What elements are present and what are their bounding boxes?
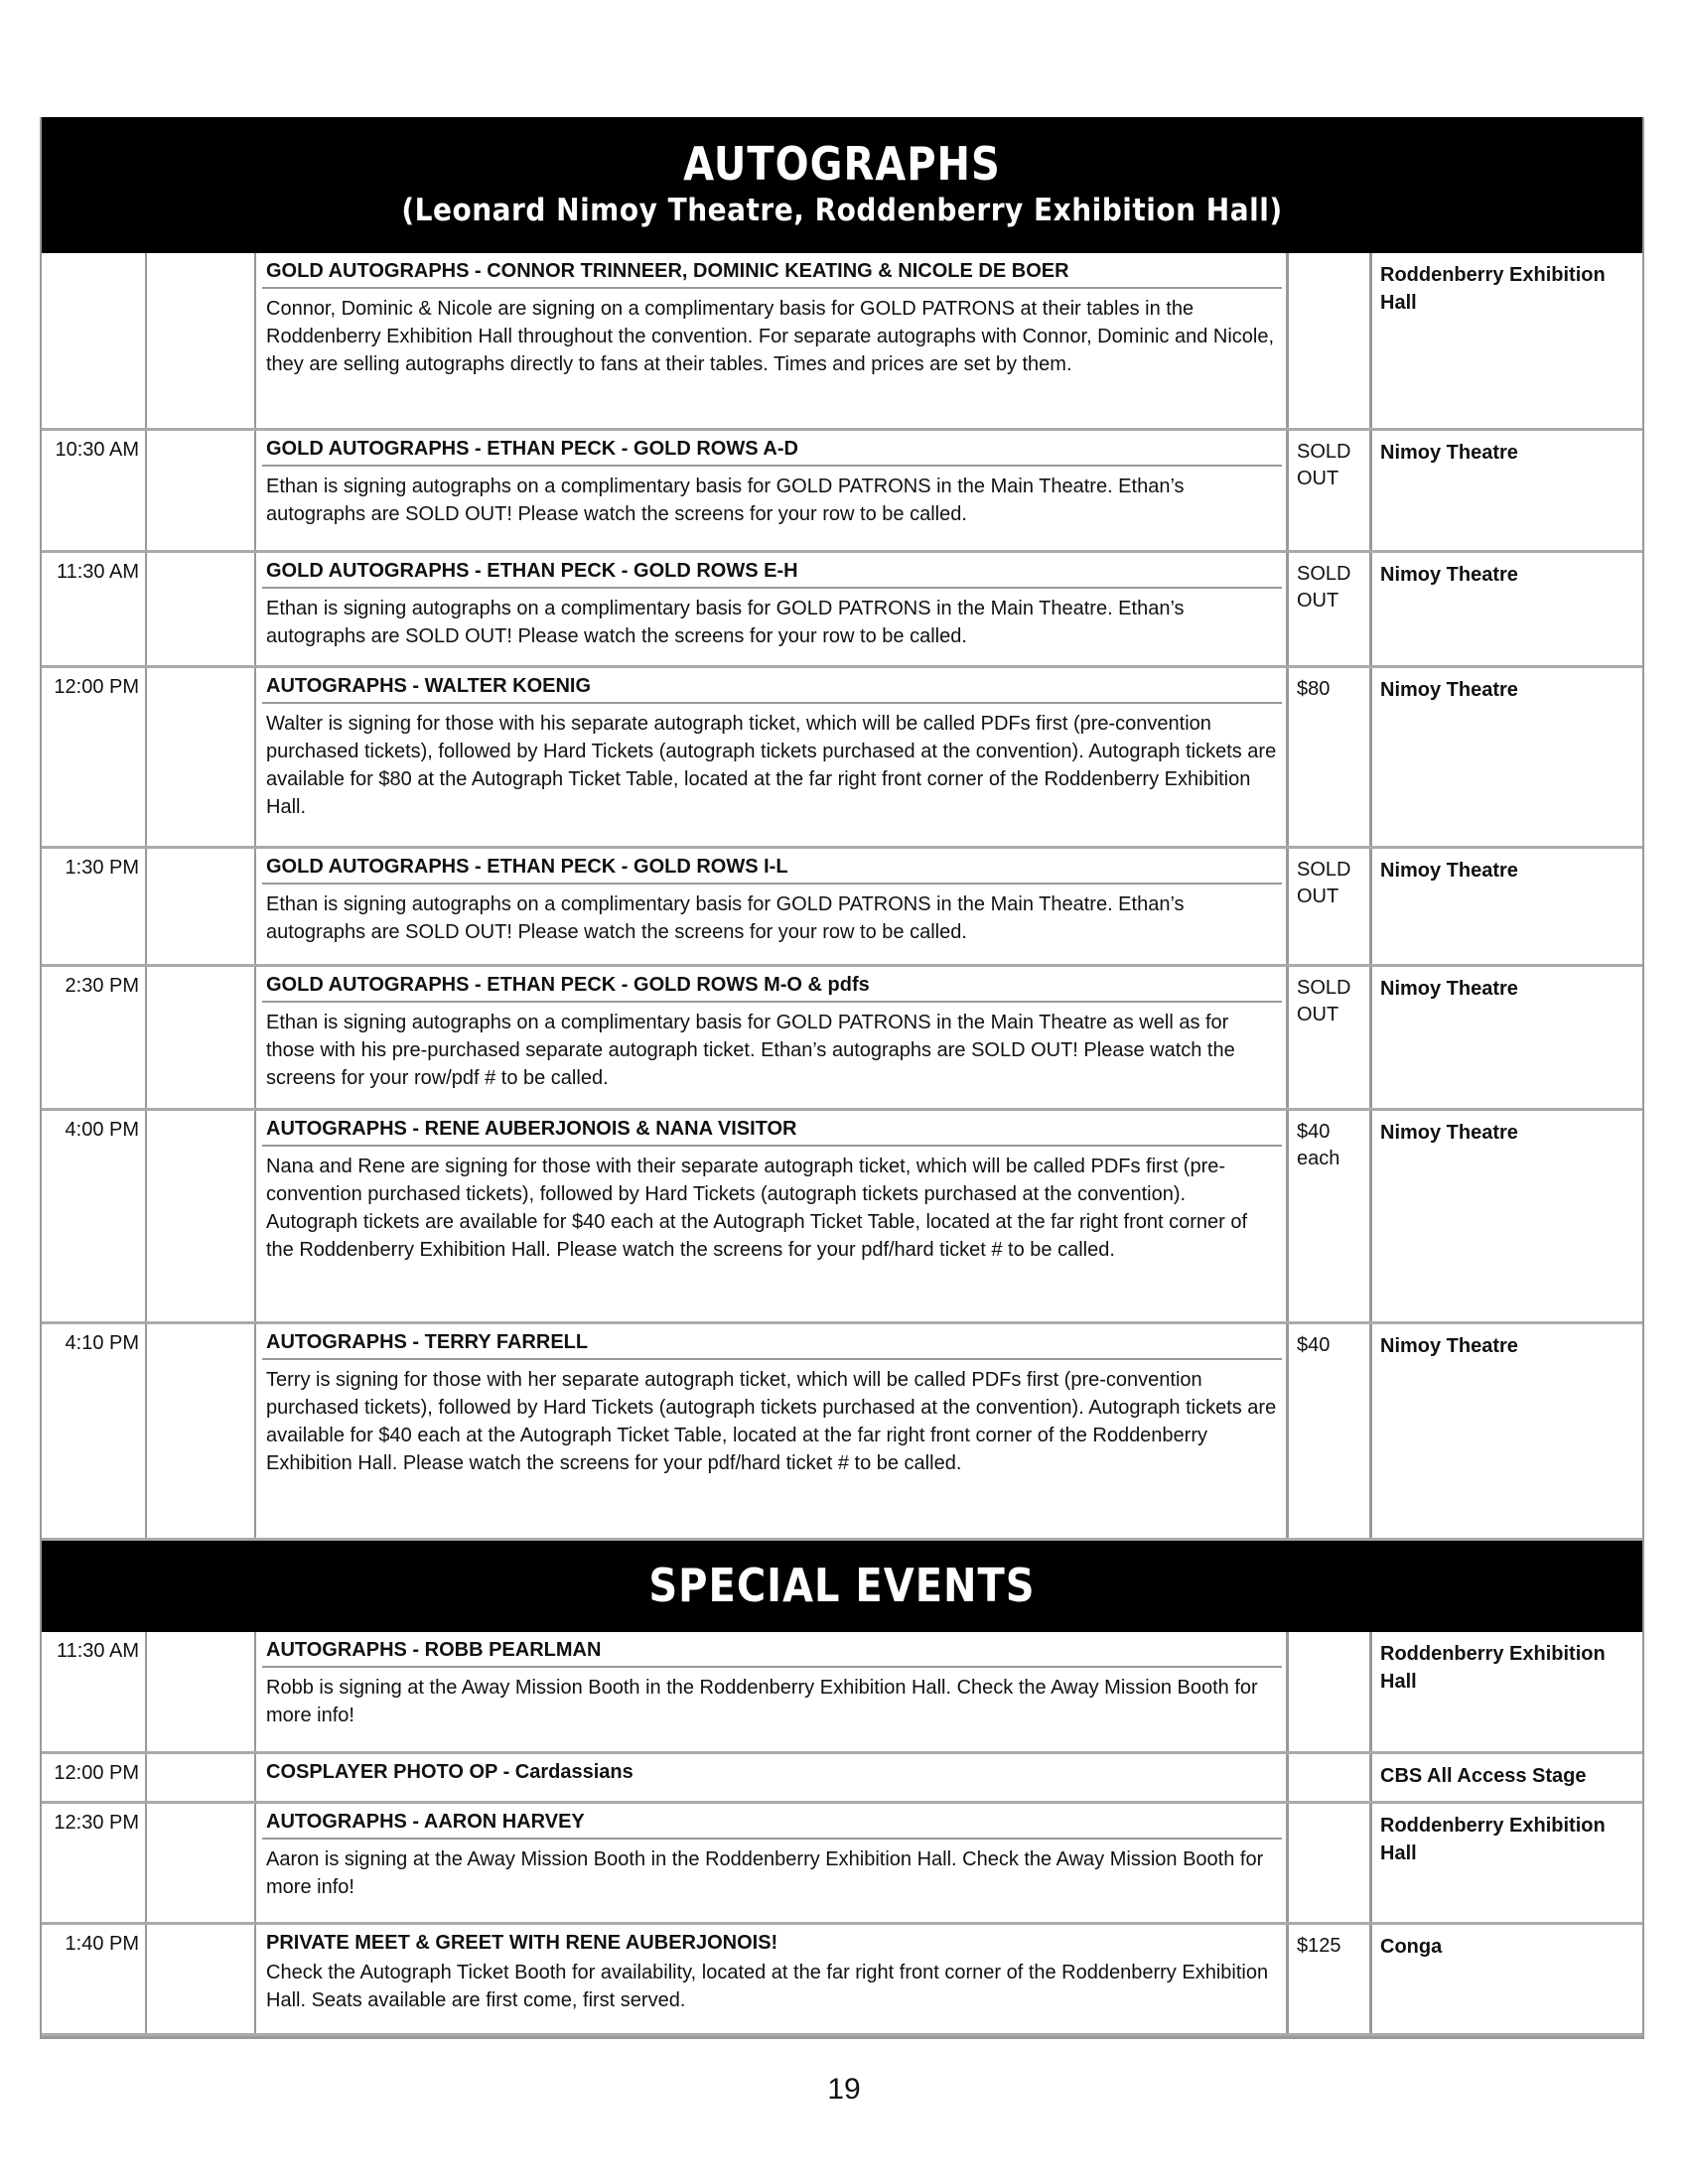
schedule-row bbox=[42, 1925, 1642, 2036]
event-cell bbox=[256, 553, 1289, 665]
location-cell: Nimoy Theatre bbox=[1380, 978, 1518, 1000]
event-cell bbox=[256, 668, 1289, 846]
event-title: PRIVATE MEET & GREET WITH RENE AUBERJONOIS! bbox=[266, 1932, 778, 1954]
location-cell: Conga bbox=[1380, 1936, 1443, 1958]
event-title: AUTOGRAPHS - TERRY FARRELL bbox=[262, 1324, 1282, 1360]
blank-cell bbox=[147, 431, 256, 550]
event-cell bbox=[256, 1754, 1289, 1801]
blank-cell bbox=[147, 1754, 256, 1801]
location-cell: Nimoy Theatre bbox=[1380, 679, 1518, 701]
event-cell bbox=[256, 1804, 1289, 1922]
autographs-subtitle: (Leonard Nimoy Theatre, Roddenberry Exhibition Hall) bbox=[401, 192, 1283, 228]
blank-cell bbox=[147, 253, 256, 428]
schedule-row bbox=[42, 849, 1642, 967]
event-cell bbox=[256, 1324, 1289, 1538]
time-cell: 12:00 PM bbox=[42, 1754, 147, 1801]
time-cell: 11:30 AM bbox=[42, 553, 147, 665]
event-description: Check the Autograph Ticket Booth for availability, located at the far right front corner of the Roddenberry Exhibition Hall. Seats available are first come, first served. bbox=[266, 1962, 1269, 2011]
autographs-title: AUTOGRAPHS bbox=[683, 138, 1001, 192]
time-cell: 4:10 PM bbox=[42, 1324, 147, 1538]
time-cell: 12:00 PM bbox=[42, 668, 147, 846]
schedule-row bbox=[42, 1754, 1642, 1804]
event-description: Terry is signing for those with her separate autograph ticket, which will be called PDFs first (pre-convention purchased tickets), followed by Hard Tickets (autograph tickets purchased at the convention). Autograph tickets are available for $40 each at the Autograph Ticket Table, located at the far right front corner of the Roddenberry Exhibition Hall. Please watch the screens for your pdf/hard ticket # to be called. bbox=[266, 1369, 1277, 1474]
event-cell bbox=[256, 1925, 1289, 2033]
schedule-row bbox=[42, 1111, 1642, 1324]
price-cell: $80 bbox=[1289, 668, 1372, 846]
event-description: Walter is signing for those with his separate autograph ticket, which will be called PDFs first (pre-convention purchased tickets), followed by Hard Tickets (autograph tickets purchased at the convention). Autograph tickets are available for $80 at the Autograph Ticket Table, located at the far right front corner of the Roddenberry Exhibition Hall. bbox=[266, 713, 1277, 818]
price-cell: $125 bbox=[1289, 1925, 1372, 2033]
event-title: GOLD AUTOGRAPHS - ETHAN PECK - GOLD ROWS M-O & pdfs bbox=[262, 967, 1282, 1003]
blank-cell bbox=[147, 1925, 256, 2033]
event-title: GOLD AUTOGRAPHS - ETHAN PECK - GOLD ROWS I-L bbox=[262, 849, 1282, 885]
blank-cell bbox=[147, 1111, 256, 1321]
blank-cell bbox=[147, 668, 256, 846]
price-cell: SOLD OUT bbox=[1289, 849, 1372, 964]
schedule-row bbox=[42, 1804, 1642, 1925]
event-title: COSPLAYER PHOTO OP - Cardassians bbox=[266, 1761, 633, 1783]
schedule-row bbox=[42, 553, 1642, 668]
schedule-row bbox=[42, 1324, 1642, 1541]
schedule-row bbox=[42, 431, 1642, 553]
event-description: Ethan is signing autographs on a complimentary basis for GOLD PATRONS in the Main Theatre as well as for those with his pre-purchased separate autograph ticket. Ethan’s autographs are SOLD OUT! Please watch the screens for your row/pdf # to be called. bbox=[266, 1012, 1235, 1089]
event-title: GOLD AUTOGRAPHS - ETHAN PECK - GOLD ROWS E-H bbox=[262, 553, 1282, 589]
event-cell bbox=[256, 967, 1289, 1108]
event-cell bbox=[256, 849, 1289, 964]
schedule-row bbox=[42, 1632, 1642, 1754]
event-title: GOLD AUTOGRAPHS - ETHAN PECK - GOLD ROWS A-D bbox=[262, 431, 1282, 467]
special-events-title: SPECIAL EVENTS bbox=[648, 1560, 1036, 1613]
blank-cell bbox=[147, 1804, 256, 1922]
event-description: Ethan is signing autographs on a complimentary basis for GOLD PATRONS in the Main Theatre. Ethan’s autographs are SOLD OUT! Please watch the screens for your row to be called. bbox=[266, 598, 1185, 647]
blank-cell bbox=[147, 1632, 256, 1751]
schedule-row bbox=[42, 253, 1642, 431]
time-cell: 4:00 PM bbox=[42, 1111, 147, 1321]
time-cell: 1:40 PM bbox=[42, 1925, 147, 2033]
time-cell: 1:30 PM bbox=[42, 849, 147, 964]
event-cell bbox=[256, 431, 1289, 550]
time-cell: 2:30 PM bbox=[42, 967, 147, 1108]
price-cell: $40 bbox=[1289, 1324, 1372, 1538]
location-cell: Nimoy Theatre bbox=[1380, 860, 1518, 882]
blank-cell bbox=[147, 849, 256, 964]
location-cell: Roddenberry Exhibition Hall bbox=[1380, 264, 1606, 314]
location-cell: Nimoy Theatre bbox=[1380, 442, 1518, 464]
location-cell: Roddenberry Exhibition Hall bbox=[1380, 1815, 1606, 1864]
price-cell bbox=[1289, 1632, 1372, 1751]
time-cell: 11:30 AM bbox=[42, 1632, 147, 1751]
schedule-row bbox=[42, 967, 1642, 1111]
price-cell bbox=[1289, 1804, 1372, 1922]
event-title: AUTOGRAPHS - WALTER KOENIG bbox=[262, 668, 1282, 704]
location-cell: CBS All Access Stage bbox=[1380, 1765, 1587, 1787]
location-cell: Nimoy Theatre bbox=[1380, 1122, 1518, 1144]
event-title: AUTOGRAPHS - AARON HARVEY bbox=[262, 1804, 1282, 1840]
time-cell: 12:30 PM bbox=[42, 1804, 147, 1922]
event-cell bbox=[256, 1632, 1289, 1751]
special-events-banner bbox=[42, 1541, 1642, 1632]
time-cell bbox=[42, 253, 147, 428]
event-description: Aaron is signing at the Away Mission Booth in the Roddenberry Exhibition Hall. Check the Away Mission Booth for more info! bbox=[266, 1848, 1264, 1898]
blank-cell bbox=[147, 967, 256, 1108]
schedule-sheet bbox=[40, 117, 1644, 2039]
price-cell: SOLD OUT bbox=[1289, 967, 1372, 1108]
special-events-rows bbox=[42, 1632, 1642, 2036]
event-title: AUTOGRAPHS - RENE AUBERJONOIS & NANA VISITOR bbox=[262, 1111, 1282, 1147]
autographs-rows bbox=[42, 253, 1642, 1541]
event-description: Ethan is signing autographs on a complimentary basis for GOLD PATRONS in the Main Theatre. Ethan’s autographs are SOLD OUT! Please watch the screens for your row to be called. bbox=[266, 476, 1185, 525]
time-cell: 10:30 AM bbox=[42, 431, 147, 550]
blank-cell bbox=[147, 553, 256, 665]
event-description: Connor, Dominic & Nicole are signing on a complimentary basis for GOLD PATRONS at their tables in the Roddenberry Exhibition Hall throughout the convention. For separate autographs with Connor, Dominic and Nicole, they are selling autographs directly to fans at their tables. Times and prices are set by them. bbox=[266, 298, 1275, 375]
location-cell: Nimoy Theatre bbox=[1380, 564, 1518, 586]
event-cell bbox=[256, 253, 1289, 428]
price-cell bbox=[1289, 253, 1372, 428]
event-description: Robb is signing at the Away Mission Booth in the Roddenberry Exhibition Hall. Check the Away Mission Booth for more info! bbox=[266, 1677, 1258, 1726]
event-title: GOLD AUTOGRAPHS - CONNOR TRINNEER, DOMINIC KEATING & NICOLE DE BOER bbox=[262, 253, 1282, 289]
price-cell: $40 each bbox=[1289, 1111, 1372, 1321]
event-description: Ethan is signing autographs on a complimentary basis for GOLD PATRONS in the Main Theatre. Ethan’s autographs are SOLD OUT! Please watch the screens for your row to be called. bbox=[266, 893, 1185, 943]
location-cell: Roddenberry Exhibition Hall bbox=[1380, 1643, 1606, 1693]
price-cell bbox=[1289, 1754, 1372, 1801]
event-description: Nana and Rene are signing for those with their separate autograph ticket, which will be called PDFs first (pre-convention purchased tickets), followed by Hard Tickets (autograph tickets purchased at the convention). Autograph tickets are available for $40 each at the Autograph Ticket Table, located at the far right front corner of the Roddenberry Exhibition Hall. Please watch the screens for your pdf/hard ticket # to be called. bbox=[266, 1156, 1248, 1261]
price-cell: SOLD OUT bbox=[1289, 431, 1372, 550]
price-cell: SOLD OUT bbox=[1289, 553, 1372, 665]
blank-cell bbox=[147, 1324, 256, 1538]
autographs-banner bbox=[42, 117, 1642, 253]
schedule-row bbox=[42, 668, 1642, 849]
location-cell: Nimoy Theatre bbox=[1380, 1335, 1518, 1357]
event-cell bbox=[256, 1111, 1289, 1321]
page-number: 19 bbox=[827, 2073, 861, 2106]
event-title: AUTOGRAPHS - ROBB PEARLMAN bbox=[262, 1632, 1282, 1668]
